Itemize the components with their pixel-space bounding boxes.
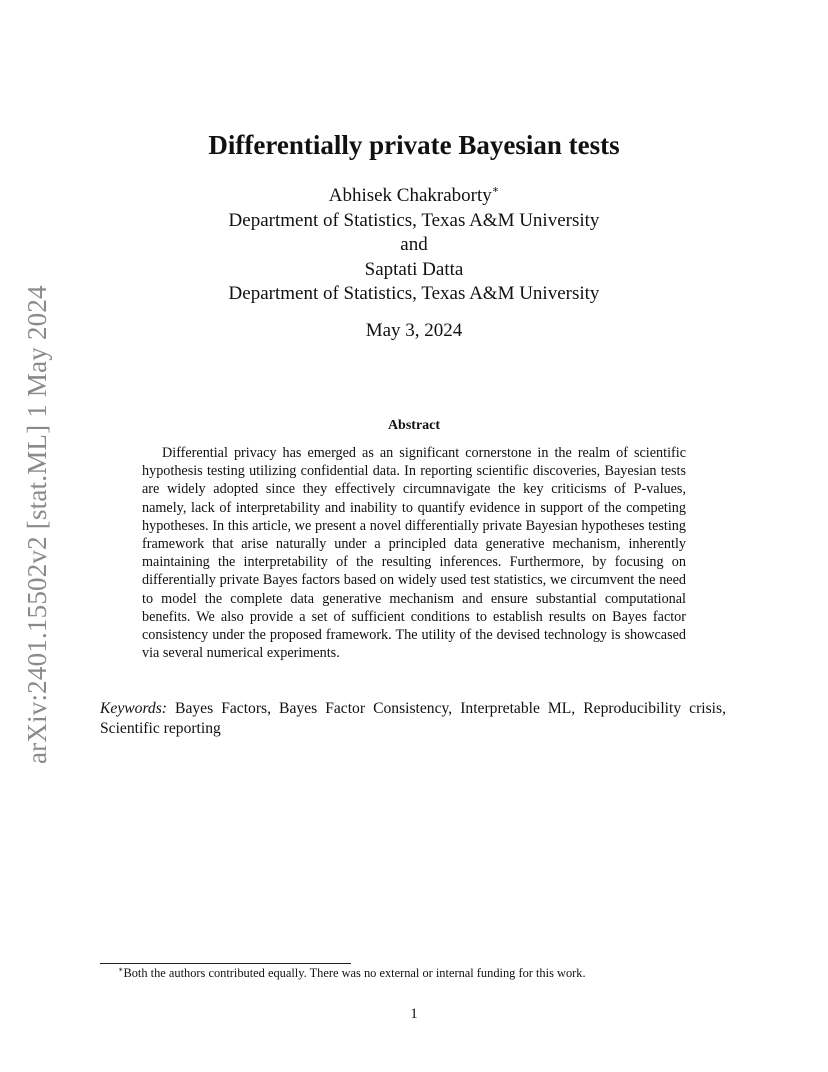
author-2-affiliation: Department of Statistics, Texas A&M University	[228, 283, 600, 304]
author-conjunction: and	[400, 234, 428, 255]
arxiv-identifier-stamp: arXiv:2401.15502v2 [stat.ML] 1 May 2024	[22, 285, 52, 764]
keywords-paragraph	[100, 699, 726, 738]
author-2-name: Saptati Datta	[364, 258, 464, 280]
paper-date: May 3, 2024	[365, 320, 463, 341]
author-block	[100, 184, 728, 307]
footnote-text: Both the authors contributed equally. There was no external or internal funding for this work.	[123, 966, 586, 980]
page-number: 1	[410, 1006, 418, 1022]
paper-title: Differentially private Bayesian tests	[208, 130, 620, 160]
footnote-mark: ∗	[118, 965, 124, 974]
footnote-divider	[100, 963, 351, 964]
keywords-label: Keywords:	[100, 700, 167, 717]
author-1-footnote-mark: ∗	[491, 184, 500, 196]
keywords-text: Bayes Factors, Bayes Factor Consistency, Interpretable ML, Reproducibility crisis, Scientific reporting	[100, 700, 726, 737]
author-1-name: Abhisek Chakraborty	[328, 185, 492, 206]
author-1-affiliation: Department of Statistics, Texas A&M University	[228, 209, 600, 231]
footnote	[118, 965, 738, 981]
abstract-body: Differential privacy has emerged as an significant cornerstone in the realm of scientific hypothesis testing utilizing confidential data. In reporting scientific discoveries, Bayesian tests are widely adopted since they effectively circumnavigate the key criticisms of P-values, namely, lack of interpretability and inability to quantify evidence in support of the competing hypotheses. In this article, we present a novel differentially private Bayesian hypotheses testing framework that arise naturally under a principled data generative mechanism, inherently maintaining the interpretability of the resulting inferences. Furthermore, by focusing on differentially private Bayes factors based on widely used test statistics, we circumvent the need to model the complete data generative mechanism and ensure substantial computational benefits. We also provide a set of sufficient conditions to establish results on Bayes factor consistency under the proposed framework. The utility of the devised technology is showcased via several numerical experiments.	[142, 445, 686, 662]
abstract-heading: Abstract	[387, 418, 441, 433]
author-1	[100, 184, 728, 209]
